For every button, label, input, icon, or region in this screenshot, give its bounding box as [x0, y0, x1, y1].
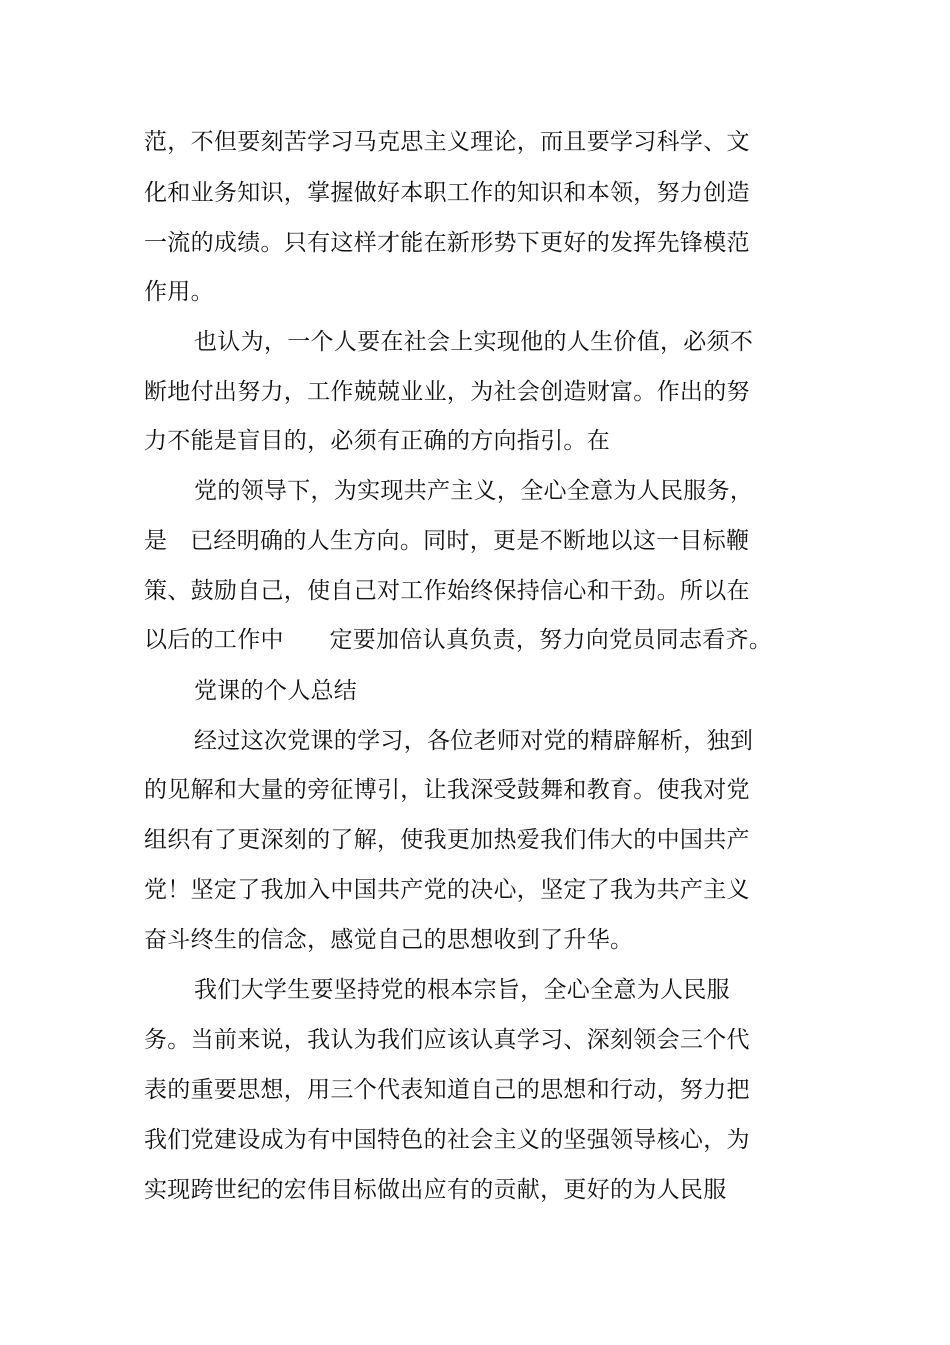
text-line: 一流的成绩。只有这样才能在新形势下更好的发挥先锋模范: [144, 230, 750, 256]
text-line: 我们党建设成为有中国特色的社会主义的坚强领导核心，为: [144, 1127, 750, 1153]
text-line: 断地付出努力，工作兢兢业业，为社会创造财富。作出的努: [144, 379, 750, 405]
text-line: 务。当前来说，我认为我们应该认真学习、深刻领会三个代: [144, 1027, 750, 1053]
paragraph-start-line: 经过这次党课的学习，各位老师对党的精辟解析，独到: [194, 728, 754, 754]
text-line: 奋斗终生的信念，感觉自己的思想收到了升华。: [144, 927, 634, 953]
text-line: 的见解和大量的旁征博引，让我深受鼓舞和教育。使我对党: [144, 777, 750, 803]
text-line: 化和业务知识，掌握做好本职工作的知识和本领，努力创造: [144, 180, 750, 206]
text-line: 是 已经明确的人生方向。同时，更是不断地以这一目标鞭: [144, 528, 750, 554]
paragraph-start-line: 也认为，一个人要在社会上实现他的人生价值，必须不: [194, 329, 754, 355]
paragraph-start-line: 我们大学生要坚持党的根本宗旨，全心全意为人民服: [194, 977, 730, 1003]
text-line: 表的重要思想，用三个代表知道自己的思想和行动，努力把: [144, 1077, 750, 1103]
text-line: 以后的工作中 定要加倍认真负责，努力向党员同志看齐。: [144, 627, 773, 653]
paragraph-start-line: 党的领导下，为实现共产主义，全心全意为人民服务，: [194, 478, 754, 504]
text-line: 实现跨世纪的宏伟目标做出应有的贡献，更好的为人民服: [144, 1177, 727, 1203]
text-line: 力不能是盲目的，必须有正确的方向指引。在: [144, 428, 610, 454]
text-line: 党！坚定了我加入中国共产党的决心，坚定了我为共产主义: [144, 877, 750, 903]
text-line: 组织有了更深刻的了解，使我更加热爱我们伟大的中国共产: [144, 827, 750, 853]
text-line: 作用。: [144, 279, 214, 305]
text-line: 策、鼓励自己，使自己对工作始终保持信心和干劲。所以在: [144, 578, 750, 604]
section-heading: 党课的个人总结: [194, 678, 358, 704]
text-line: 范，不但要刻苦学习马克思主义理论，而且要学习科学、文: [144, 129, 750, 155]
